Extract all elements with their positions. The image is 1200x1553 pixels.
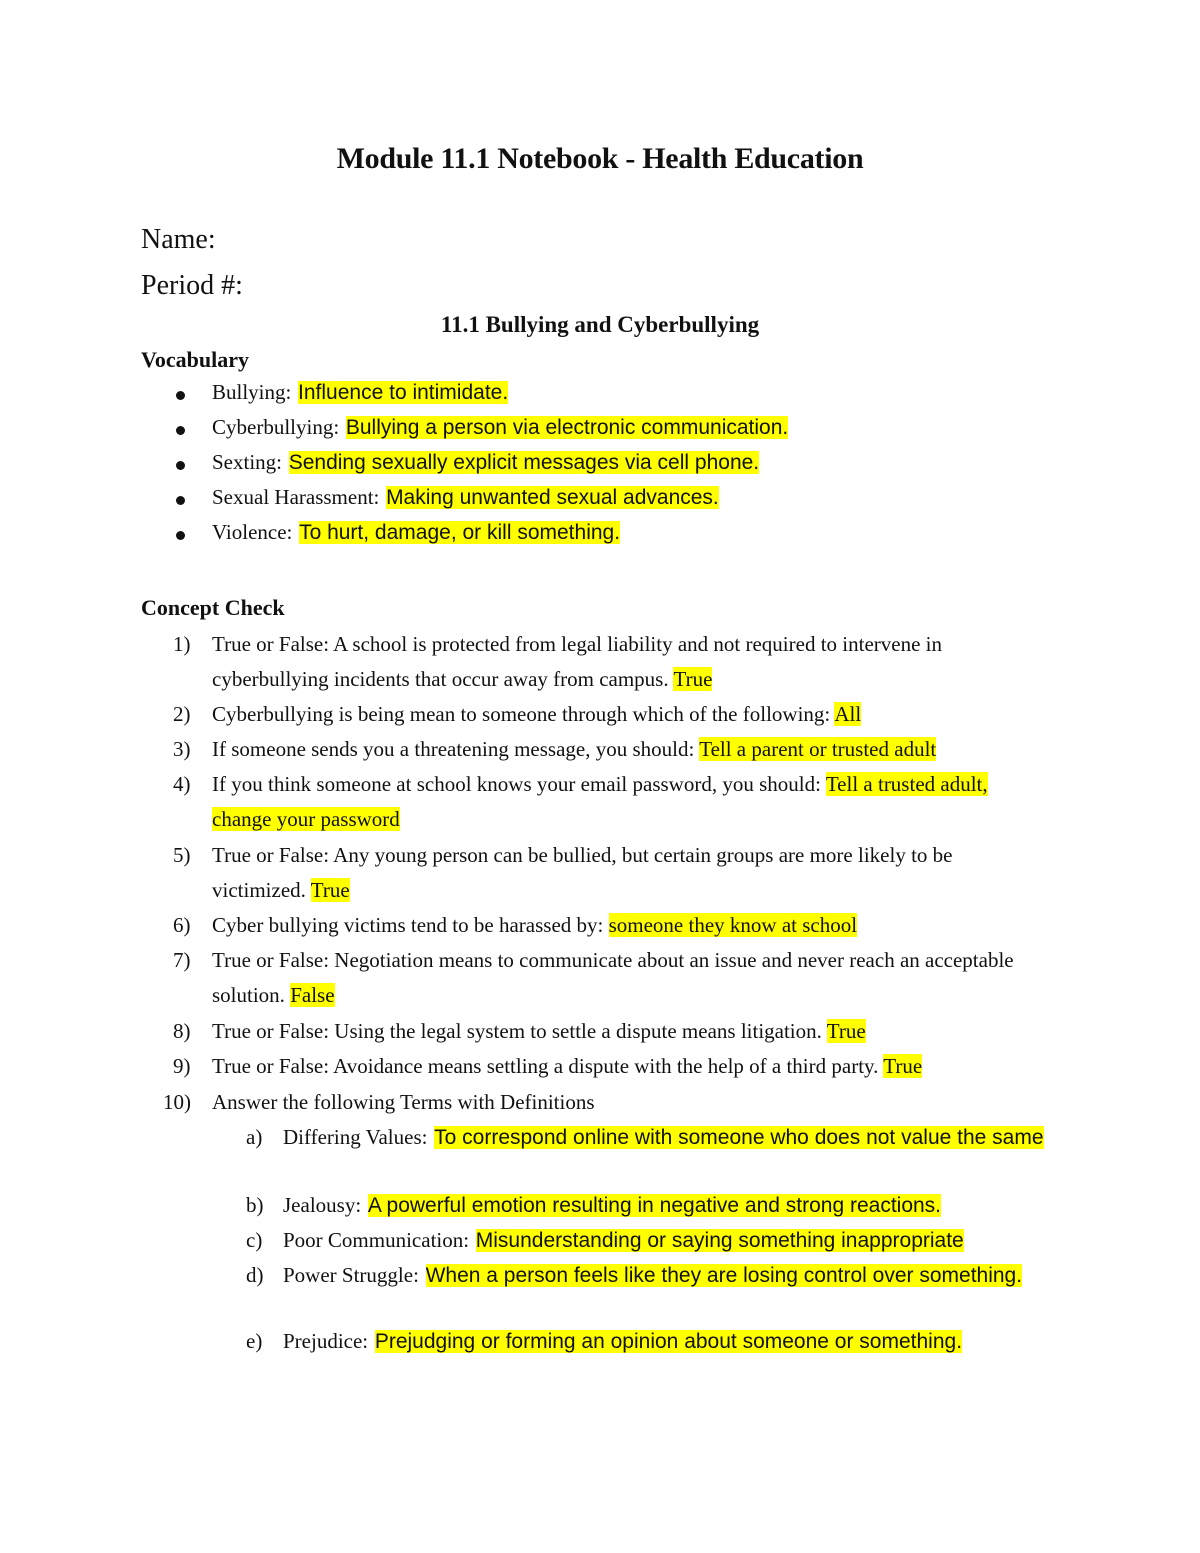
- question-number: 1): [173, 632, 191, 656]
- question-answer: False: [290, 983, 335, 1007]
- term-definition: Misunderstanding or saying something inappropriate: [475, 1229, 964, 1252]
- list-item: [0, 413, 1200, 448]
- question-number: 7): [173, 948, 191, 972]
- bullet-icon: [176, 531, 185, 540]
- term-letter: e): [246, 1329, 263, 1353]
- term-letter: a): [246, 1125, 263, 1149]
- question-answer: True: [883, 1054, 923, 1078]
- question-answer: True: [826, 1019, 866, 1043]
- list-item: [0, 483, 1200, 518]
- question-number: 5): [173, 843, 191, 867]
- vocab-definition: Sending sexually explicit messages via cell phone.: [288, 451, 760, 474]
- question-text: Cyberbullying is being mean to someone through which of the following:: [212, 702, 831, 726]
- term-name: Power Struggle:: [283, 1263, 419, 1287]
- vocab-definition: To hurt, damage, or kill something.: [299, 521, 621, 544]
- term-definition: A powerful emotion resulting in negative and strong reactions.: [367, 1194, 942, 1217]
- question-answer: someone they know at school: [608, 913, 858, 937]
- vocab-term: Sexual Harassment:: [212, 485, 380, 509]
- bullet-icon: [176, 426, 185, 435]
- list-item: [0, 378, 1200, 413]
- vocab-term: Sexting:: [212, 450, 283, 474]
- question-answer: All: [834, 702, 862, 726]
- question-number: 2): [173, 702, 191, 726]
- term-name: Prejudice:: [283, 1329, 369, 1353]
- question-text: True or False: A school is protected from legal liability and not required to intervene in cyberbullying incidents that occur away from campus.: [212, 632, 942, 691]
- document-title: Module 11.1 Notebook - Health Education: [336, 142, 864, 175]
- vocab-definition: Influence to intimidate.: [298, 381, 509, 404]
- question-number: 9): [173, 1054, 191, 1078]
- question-number: 10): [163, 1090, 191, 1114]
- question-number: 3): [173, 737, 191, 761]
- term-letter: d): [246, 1263, 264, 1287]
- list-item: [0, 518, 1200, 553]
- question-text: True or False: Using the legal system to settle a dispute means litigation.: [212, 1019, 822, 1043]
- bullet-icon: [176, 391, 185, 400]
- question-number: 4): [173, 772, 191, 796]
- question-answer: True: [673, 667, 713, 691]
- section-title: 11.1 Bullying and Cyberbullying: [440, 312, 760, 337]
- term-definition: Prejudging or forming an opinion about someone or something.: [374, 1330, 963, 1353]
- term-letter: c): [246, 1228, 263, 1252]
- vocab-term: Bullying:: [212, 380, 292, 404]
- vocab-definition: Bullying a person via electronic communication.: [345, 416, 789, 439]
- bullet-icon: [176, 496, 185, 505]
- term-name: Differing Values:: [283, 1125, 428, 1149]
- question-text: Answer the following Terms with Definitions: [212, 1090, 595, 1114]
- term-definition: To correspond online with someone who does not value the same: [434, 1126, 1044, 1149]
- term-definition: When a person feels like they are losing control over something.: [425, 1264, 1023, 1287]
- question-text: True or False: Negotiation means to communicate about an issue and never reach an acceptable solution.: [212, 948, 1014, 1007]
- question-text: True or False: Avoidance means settling a dispute with the help of a third party.: [212, 1054, 879, 1078]
- vocab-term: Cyberbullying:: [212, 415, 340, 439]
- question-text: True or False: Any young person can be bullied, but certain groups are more likely to be victimized.: [212, 843, 953, 902]
- term-letter: b): [246, 1193, 264, 1217]
- vocab-definition: Making unwanted sexual advances.: [386, 486, 719, 509]
- concept-check-heading: Concept Check: [141, 595, 285, 620]
- period-label: Period #:: [141, 270, 243, 301]
- question-answer: True: [310, 878, 350, 902]
- vocab-term: Violence:: [212, 520, 293, 544]
- question-text: If you think someone at school knows your email password, you should:: [212, 772, 821, 796]
- list-item: [0, 448, 1200, 483]
- question-text: If someone sends you a threatening message, you should:: [212, 737, 695, 761]
- question-text: Cyber bullying victims tend to be harassed by:: [212, 913, 604, 937]
- name-label: Name:: [141, 224, 216, 255]
- question-answer: Tell a parent or trusted adult: [699, 737, 937, 761]
- term-name: Poor Communication:: [283, 1228, 470, 1252]
- question-number: 6): [173, 913, 191, 937]
- question-answer: Tell a trusted adult, change your password: [212, 772, 988, 831]
- vocabulary-heading: Vocabulary: [141, 347, 249, 372]
- term-name: Jealousy:: [283, 1193, 362, 1217]
- question-number: 8): [173, 1019, 191, 1043]
- bullet-icon: [176, 461, 185, 470]
